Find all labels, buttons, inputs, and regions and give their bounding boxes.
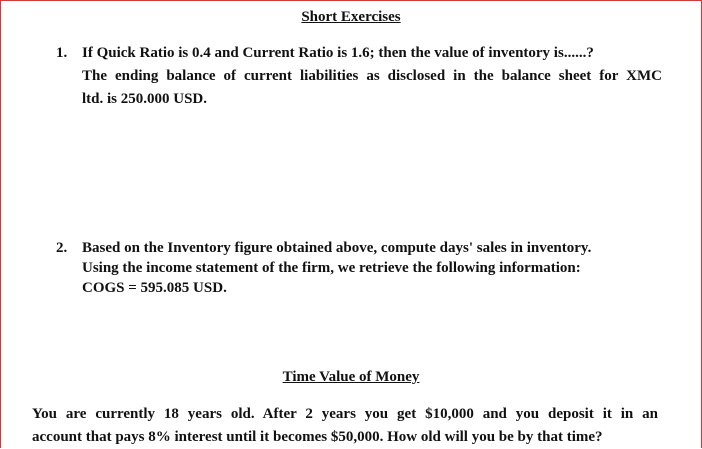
exercise-line: COGS = 595.085 USD. <box>82 280 227 296</box>
exercise-line: Using the income statement of the firm, we retrieve the following information: <box>82 260 581 276</box>
question-line: You are currently 18 years old. After 2 years you get $10,000 and you deposit it in an <box>32 406 658 422</box>
question-line: account that pays 8% interest until it becomes $50,000. How old will you be by that time? <box>32 429 603 445</box>
exercise-text <box>82 238 662 298</box>
section-title-time-value-of-money: Time Value of Money <box>282 369 420 385</box>
exercise-line: The ending balance of current liabilities as disclosed in the balance sheet for XMC <box>82 68 662 84</box>
exercise-number: 1. <box>56 45 68 61</box>
exercise-line: If Quick Ratio is 0.4 and Current Ratio is 1.6; then the value of inventory is......? <box>82 45 594 61</box>
section-title-short-exercises: Short Exercises <box>301 9 401 25</box>
exercise-number: 2. <box>56 240 68 256</box>
time-value-question <box>32 403 658 448</box>
exercise-line: ltd. is 250.000 USD. <box>82 91 208 107</box>
exercise-line: Based on the Inventory figure obtained above, compute days' sales in inventory. <box>82 240 592 256</box>
exercise-text <box>82 42 662 111</box>
